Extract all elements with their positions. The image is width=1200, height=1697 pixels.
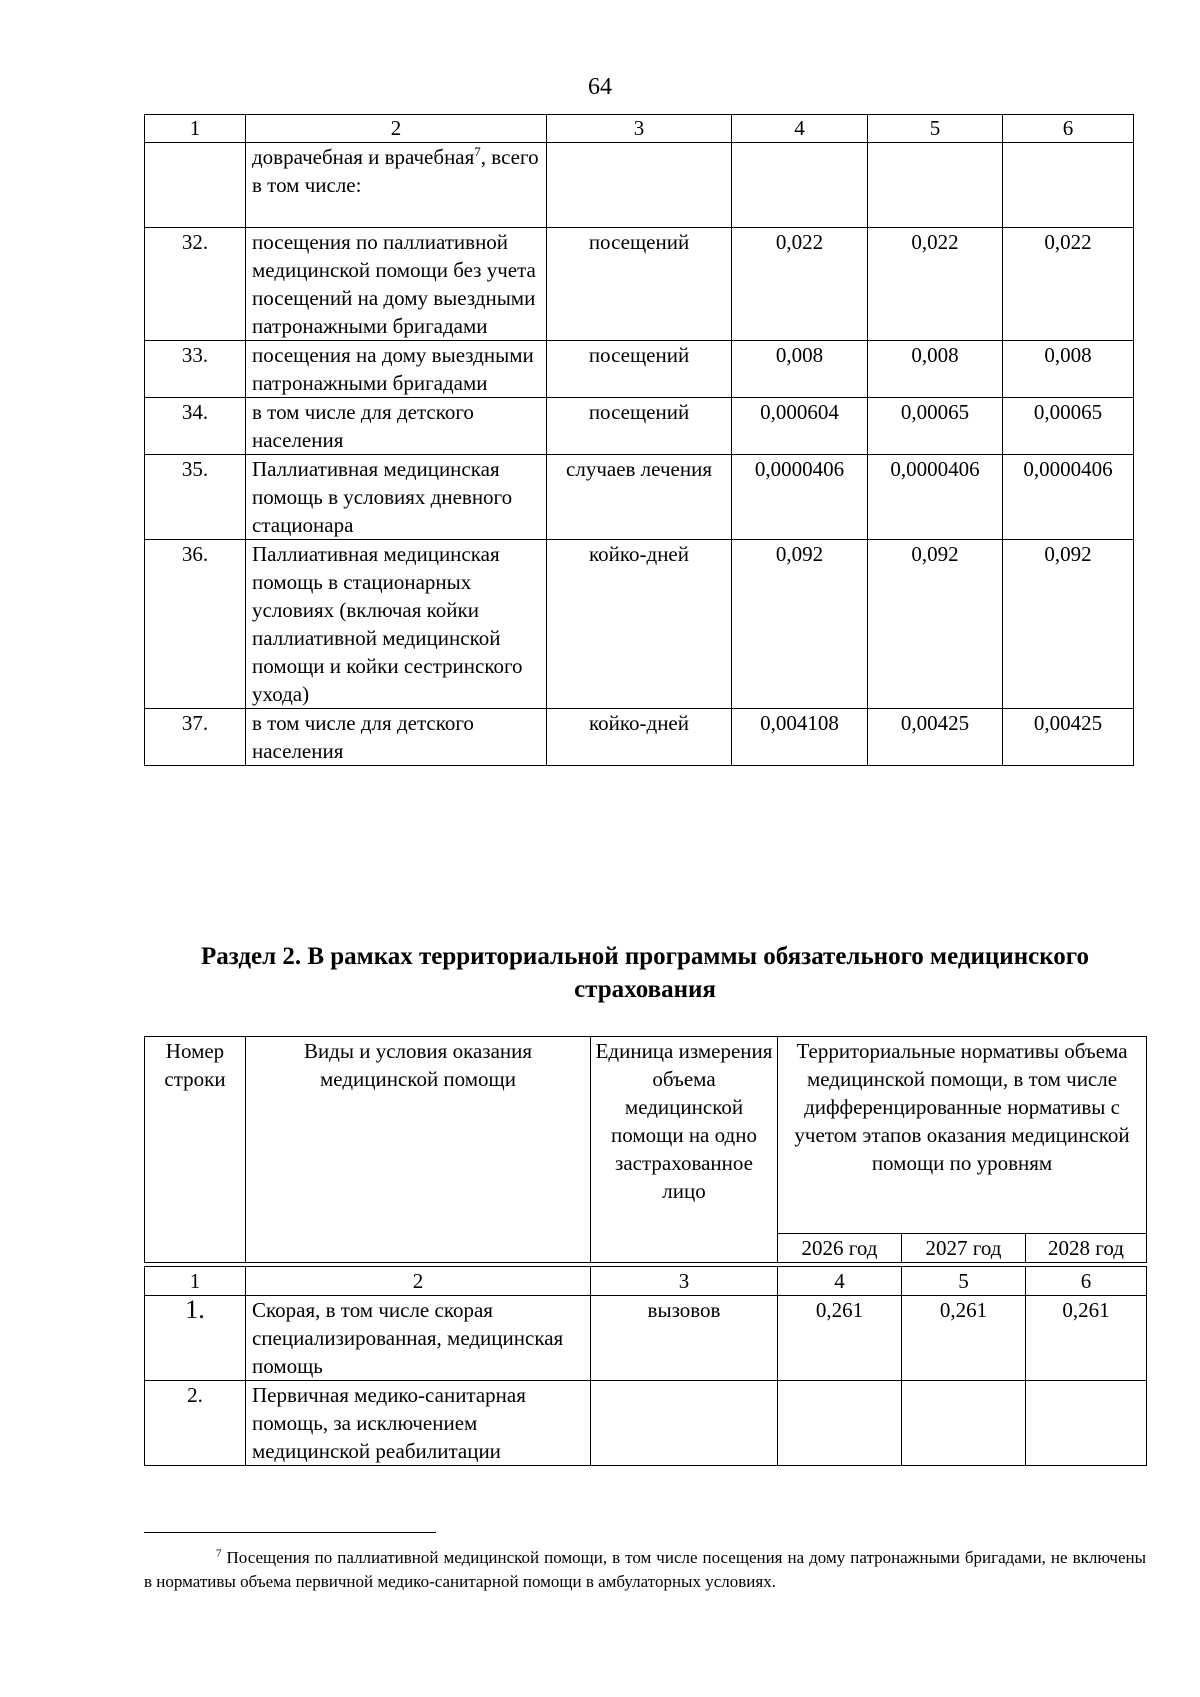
value-cell [732, 143, 868, 228]
value-cell [868, 143, 1003, 228]
value-cell: 0,008 [1003, 341, 1134, 398]
unit-cell: вызовов [591, 1296, 778, 1381]
column-number: 6 [1003, 115, 1134, 143]
row-name: посещения по паллиативной медицинской помощи без учета посещений на дому выездными патронажными бригадами [246, 228, 547, 341]
unit-cell: случаев лечения [547, 455, 732, 540]
footnote-mark: 7 [216, 1547, 222, 1560]
row-number: 35. [145, 455, 246, 540]
value-cell: 0,261 [778, 1296, 902, 1381]
table-row [145, 341, 1134, 398]
column-number-row [145, 1267, 1147, 1296]
value-cell: 0,092 [732, 540, 868, 709]
value-cell: 0,0000406 [732, 455, 868, 540]
unit-cell [547, 143, 732, 228]
unit-cell: посещений [547, 341, 732, 398]
value-cell [902, 1381, 1026, 1466]
column-number: 5 [868, 115, 1003, 143]
unit-cell: койко-дней [547, 540, 732, 709]
column-number: 2 [246, 115, 547, 143]
table-row [145, 540, 1134, 709]
row-name: Паллиативная медицинская помощь в условиях дневного стационара [246, 455, 547, 540]
table-row [145, 1296, 1147, 1381]
unit-cell: койко-дней [547, 709, 732, 766]
header-row [145, 1037, 1147, 1234]
header-norms: Территориальные нормативы объема медицинской помощи, в том числе дифференцированные нормативы с учетом этапов оказания медицинской помощи по уровням [778, 1037, 1147, 1234]
table-row [145, 143, 1134, 228]
value-cell: 0,092 [1003, 540, 1134, 709]
palliative-care-table [144, 114, 1134, 766]
column-number: 3 [547, 115, 732, 143]
column-number: 1 [145, 1267, 246, 1296]
header-unit: Единица измерения объема медицинской помощи на одно застрахованное лицо [591, 1037, 778, 1263]
unit-cell [591, 1381, 778, 1466]
row-name: Первичная медико-санитарная помощь, за исключением медицинской реабилитации [246, 1381, 591, 1466]
row-number: 32. [145, 228, 246, 341]
value-cell: 0,022 [868, 228, 1003, 341]
footnote-mark: 7 [474, 144, 481, 159]
column-number: 1 [145, 115, 246, 143]
value-cell: 0,261 [902, 1296, 1026, 1381]
value-cell: 0,008 [868, 341, 1003, 398]
value-cell: 0,022 [732, 228, 868, 341]
row-name-tail: , всего в том числе: [252, 145, 539, 197]
value-cell: 0,0000406 [868, 455, 1003, 540]
value-cell [1003, 143, 1134, 228]
value-cell: 0,261 [1026, 1296, 1147, 1381]
value-cell [1026, 1381, 1147, 1466]
header-row-number: Номер строки [145, 1037, 246, 1263]
column-number: 3 [591, 1267, 778, 1296]
row-name [246, 143, 547, 228]
unit-cell: посещений [547, 398, 732, 455]
header-kind: Виды и условия оказания медицинской помощи [246, 1037, 591, 1263]
table-row [145, 709, 1134, 766]
oms-table [144, 1266, 1147, 1466]
row-name: Скорая, в том числе скорая специализированная, медицинская помощь [246, 1296, 591, 1381]
value-cell: 0,092 [868, 540, 1003, 709]
column-number: 4 [778, 1267, 902, 1296]
header-year: 2028 год [1026, 1234, 1147, 1263]
column-number: 4 [732, 115, 868, 143]
header-year: 2026 год [778, 1234, 902, 1263]
value-cell [778, 1381, 902, 1466]
footnote-separator [144, 1532, 436, 1533]
column-number: 2 [246, 1267, 591, 1296]
value-cell: 0,0000406 [1003, 455, 1134, 540]
unit-cell: посещений [547, 228, 732, 341]
row-name: в том числе для детского населения [246, 709, 547, 766]
row-number: 34. [145, 398, 246, 455]
column-number-row [145, 115, 1134, 143]
header-year: 2027 год [902, 1234, 1026, 1263]
value-cell: 0,00425 [868, 709, 1003, 766]
row-name: Паллиативная медицинская помощь в стационарных условиях (включая койки паллиативной медицинской помощи и койки сестринского ухода) [246, 540, 547, 709]
row-number [145, 143, 246, 228]
table-row [145, 1381, 1147, 1466]
value-cell: 0,008 [732, 341, 868, 398]
row-number: 1. [145, 1296, 246, 1381]
column-number: 5 [902, 1267, 1026, 1296]
row-name: в том числе для детского населения [246, 398, 547, 455]
row-number: 2. [145, 1381, 246, 1466]
row-name: посещения на дому выездными патронажными бригадами [246, 341, 547, 398]
value-cell: 0,00065 [1003, 398, 1134, 455]
value-cell: 0,022 [1003, 228, 1134, 341]
value-cell: 0,000604 [732, 398, 868, 455]
row-number: 36. [145, 540, 246, 709]
row-number: 37. [145, 709, 246, 766]
table-row [145, 455, 1134, 540]
section-title: Раздел 2. В рамках территориальной программы обязательного медицинского страхования [200, 943, 1090, 1003]
row-number: 33. [145, 341, 246, 398]
page-number: 64 [588, 74, 612, 100]
footnote-text: Посещения по паллиативной медицинской помощи, в том числе посещения на дому патронажными бригадами, не включены в нормативы объема первичной медико-санитарной помощи в амбулаторных условиях. [144, 1548, 1147, 1591]
value-cell: 0,00425 [1003, 709, 1134, 766]
column-number: 6 [1026, 1267, 1147, 1296]
oms-header-table [144, 1036, 1147, 1263]
row-name-main: доврачебная и врачебная [252, 145, 475, 169]
value-cell: 0,004108 [732, 709, 868, 766]
table-row [145, 228, 1134, 341]
footnote [144, 1546, 1146, 1594]
value-cell: 0,00065 [868, 398, 1003, 455]
table-row [145, 398, 1134, 455]
